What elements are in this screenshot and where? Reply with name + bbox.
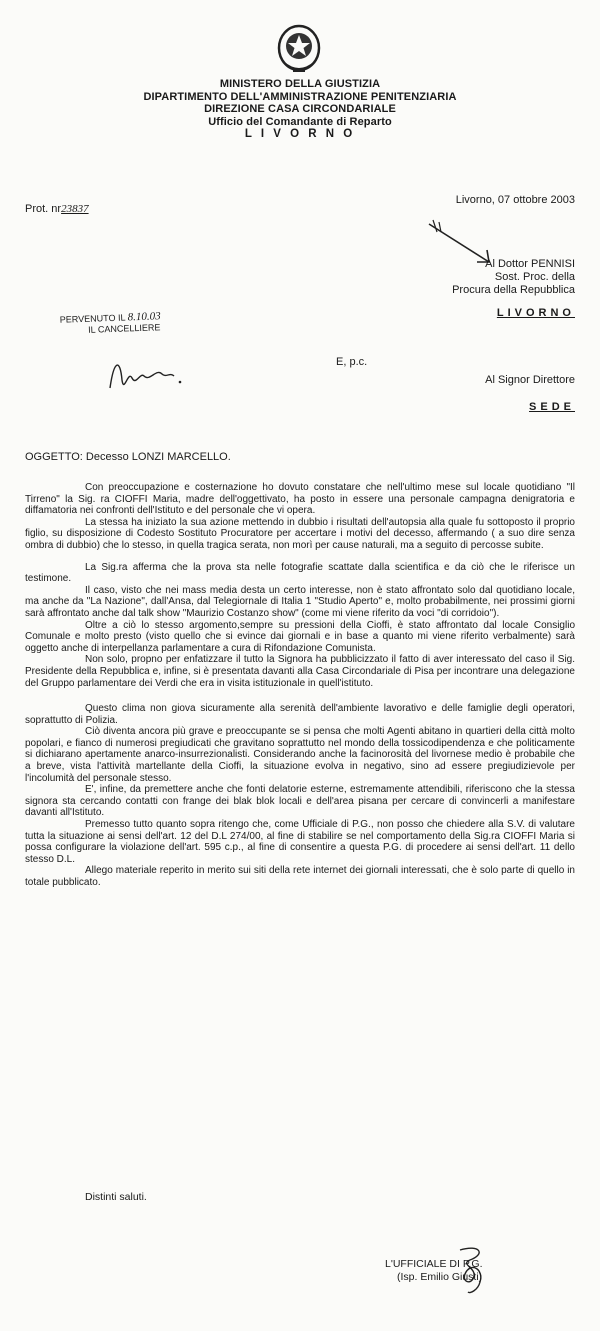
paragraph: Premesso tutto quanto sopra ritengo che, come Ufficiale di P.G., non posso che chiedere alla S.V. di valutare tutta la situazione ai sensi dell'art. 12 del D.L 274/00, al fine di stabilire se nel comportamento della Sig.ra CIOFFI Maria si possa configurare la violazione dell'art. 595 c.p., al fine di consentire a questa P.G. di procedere ai sensi dell'art. 11 dello stesso D.L. [25, 819, 575, 865]
recipient-office: Procura della Repubblica [452, 284, 575, 296]
paragraph: Non solo, propno per enfatizzare il tutto la Signora ha pubblicizzato il fatto di aver interessato del caso il Sig. Presidente della Repubblica e, infine, si è presentata davanti alla Casa Circondariale di Pisa per incontrare una delegazione del Gruppo parlamentare dei Verdi che era in visita istituzionale in quell'istituto. [25, 654, 575, 689]
protocol-number [25, 203, 89, 215]
letterhead [0, 78, 600, 141]
header-line-ministry: MINISTERO DELLA GIUSTIZIA [219, 78, 381, 90]
recipient-role: Sost. Proc. della [494, 271, 575, 283]
recipient-city: LIVORNO [496, 307, 575, 319]
received-stamp [60, 311, 162, 337]
paragraph: Allego materiale reperito in merito sui siti della rete internet dei giornali interessati, che è solo parte di quello in totale pubblicato. [25, 865, 575, 888]
recipient-director: Al Signor Direttore [485, 374, 575, 386]
copy-to-label: E, p.c. [336, 356, 368, 368]
closing-salutation: Distinti saluti. [85, 1191, 147, 1203]
recipient-name: Al Dottor PENNISI [485, 258, 575, 270]
letter-date: Livorno, 07 ottobre 2003 [455, 194, 575, 206]
recipient-secondary [485, 374, 575, 414]
header-line-department: DIPARTIMENTO DELL'AMMINISTRAZIONE PENITENZIARIA [143, 90, 457, 103]
paragraph: Ciò diventa ancora più grave e preoccupante se si pensa che molti Agenti abitano in quartieri della città molto popolari, e fianco di numerosi pregiudicati che gravitano soprattutto nel mondo della tossicodipendenza e che politicamente si dichiarano apertamente anarco-insurrezionalisti. Considerando anche la facinorosità del livornese medio è probabile che a breve, vista l'attività martellante della Cioffi, la situazione evolva in negativo, sino ad essere pregiudizievole per l'incolumità del personale stesso. [25, 726, 575, 784]
recipient-sede: SEDE [529, 401, 575, 413]
paragraph: La stessa ha iniziato la sua azione mettendo in dubbio i risultati dell'autopsia alla quale fu sottoposto il proprio figlio, su disposizione di Codesto Sostituto Procuratore per accertare i motivi del decesso, affermando ( a suo dire senza ombra di dubbio) che lo stesso, in quella tragica serata, non morì per cause naturali, ma a seguito di percosse subite. [25, 516, 575, 551]
signature-title: L'UFFICIALE DI P.G. [385, 1258, 483, 1270]
stamp-clerk-label: IL CANCELLIERE [88, 322, 161, 335]
stamp-received-label: PERVENUTO IL [59, 312, 126, 325]
paragraph: Con preoccupazione e costernazione ho dovuto constatare che nell'ultimo mese sul locale quotidiano "Il Tirreno" la Sig. ra CIOFFI Maria, madre dell'oggettivato, ha posto in essere una personale campagna denigratoria e diffamatoria nei confronti dell'Istituto e del personale che vi opera. [25, 482, 575, 517]
signature-name: (Isp. Emilio Giusti) [397, 1271, 483, 1283]
paragraph: La Sig.ra afferma che la prova sta nelle fotografie scattate dalla scientifica e da ciò che le riferisce un testimone. [25, 561, 575, 585]
header-line-office: Ufficio del Comandante di Reparto [208, 115, 392, 128]
paragraph: Questo clima non giova sicuramente alla serenità dell'ambiente lavorativo e delle famiglie degli operatori, soprattutto di Polizia. [25, 703, 575, 726]
italian-republic-emblem-icon [277, 24, 321, 74]
protocol-value: 23837 [61, 203, 89, 215]
protocol-label: Prot. nr [25, 203, 62, 215]
subject-line: OGGETTO: Decesso LONZI MARCELLO. [25, 451, 231, 463]
header-city: L I V O R N O [244, 128, 356, 140]
letter-body [25, 482, 575, 889]
recipient-primary [452, 258, 575, 320]
paragraph: Oltre a ciò lo stesso argomento,sempre su pressioni della Cioffi, è stato affrontato dal locale Consiglio Comunale e molto presto (visto quello che si evince dai giornali e in base a quanto mi viene riferito verbalmente) sarà oggetto anche di interpellanza parlamentare a cura di Rifondazione Comunista. [25, 619, 575, 654]
clerk-signature-icon [100, 350, 190, 400]
stamp-received-date: 8.10.03 [127, 310, 161, 324]
header-line-direction: DIREZIONE CASA CIRCONDARIALE [204, 103, 396, 115]
paragraph: Il caso, visto che nei mass media desta un certo interesse, non è stato affrontato solo dal quotidiano locale, ma anche da "La Nazione", dall'Ansa, dal Telegiornale di Italia 1 "Studio Aperto" e, molto probabilmente, nei prossimi giorni sarà affrontato anche dal talk show "Maurizio Costanzo show" (come mi viene riferito da voci "di corridoio"). [25, 584, 575, 619]
paragraph: E', infine, da premettere anche che fonti delatorie esterne, estremamente attendibili, riferiscono che la stessa signora sta cercando contatti con frange dei blak blok locali e dell'area pisana per cercare di convincerli a manifestare davanti all'Istituto. [25, 784, 575, 819]
signature-block [385, 1258, 483, 1284]
